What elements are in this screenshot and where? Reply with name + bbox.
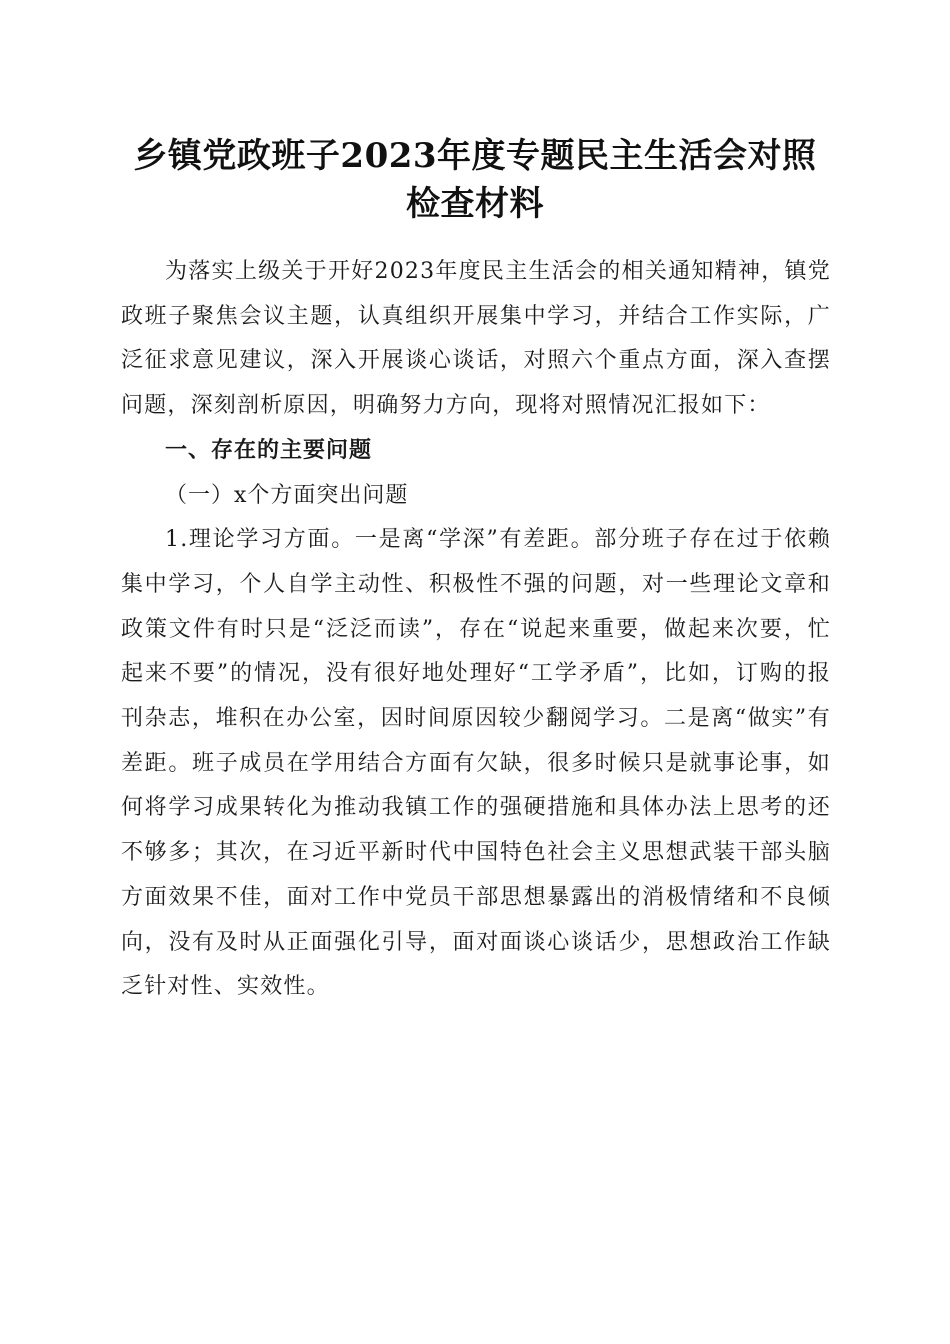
title-line-2: 检查材料 bbox=[406, 184, 544, 224]
document-title bbox=[100, 132, 850, 228]
title-line-1: 乡镇党政班子2023年度专题民主生活会对照 bbox=[133, 136, 817, 176]
subsection-heading-1: （一）x个方面突出问题 bbox=[165, 482, 409, 508]
point-1-paragraph: 1.理论学习方面。一是离“学深”有差距。部分班子存在过于依赖集中学习，个人自学主动性、积极性不强的问题，对一些理论文章和政策文件有时只是“泛泛而读”，存在“说起来重要，做起来次要，忙起来不要”的情况，没有很好地处理好“工学矛盾”，比如，订购的报刊杂志，堆积在办公室，因时间原因较少翻阅学习。二是离“做实”有差距。班子成员在学用结合方面有欠缺，很多时候只是就事论事，如何将学习成果转化为推动我镇工作的强硬措施和具体办法上思考的还不够多；其次，在习近平新时代中国特色社会主义思想武装干部头脑方面效果不佳，面对工作中党员干部思想暴露出的消极情绪和不良倾向，没有及时从正面强化引导，面对面谈心谈话少，思想政治工作缺乏针对性、实效性。 bbox=[121, 527, 831, 1000]
intro-paragraph: 为落实上级关于开好2023年度民主生活会的相关通知精神，镇党政班子聚焦会议主题，认真组织开展集中学习，并结合工作实际，广泛征求意见建议，深入开展谈心谈话，对照六个重点方面，深入查摆问题，深刻剖析原因，明确努力方向，现将对照情况汇报如下： bbox=[121, 259, 831, 419]
section-heading-1: 一、存在的主要问题 bbox=[165, 437, 373, 463]
document-body bbox=[121, 250, 831, 1010]
